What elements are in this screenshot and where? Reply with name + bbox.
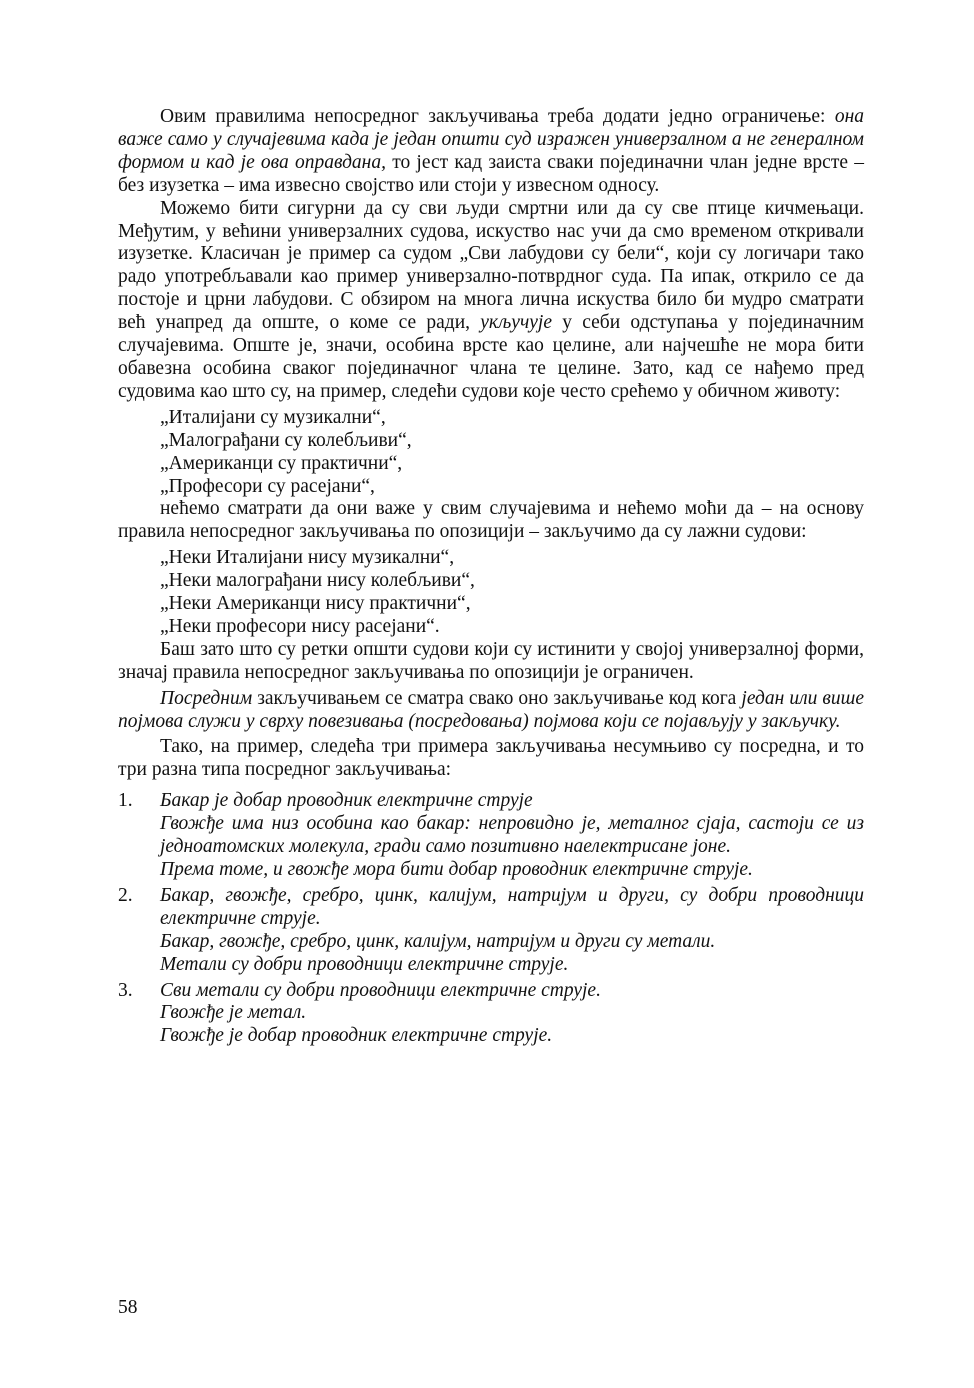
paragraph-conclusion: нећемо сматрати да они важе у свим случајевима и нећемо моћи да – на основу правила непосредног закључивања по опозицији – закључимо да су лажни судови: — [118, 498, 864, 543]
paragraph-restriction-lead: Овим правилима непосредног закључивања треба додати једно ограничење: — [160, 106, 835, 127]
mediated-definition-emphasis: један или више појмова служи у сврху повезивања (посредовања) појмова који се појављују у закључку. — [118, 687, 864, 732]
example-line: Метали су добри проводници електричне струје. — [160, 953, 569, 975]
example-number: 2. — [118, 884, 133, 906]
mediated-term: Посредним — [160, 687, 253, 709]
example-line: Сви метали су добри проводници електричне струје. — [160, 979, 601, 1001]
example-number: 1. — [118, 790, 133, 812]
paragraph-swans-lead: Можемо бити сигурни да су сви људи смртни или да су све птице кичмењаци. Међутим, у већини универзалних судова, искуство нас учи да смо временом откривали изузетке. Класичан је пример са судом „Сви лабудови су бели“, који су логичари тако радо употребљавали као пример универзално-потврдног суда. Па ипак, открило се да постоје и црни лабудови. С обзиром на многа лична искуства било би мудро сматрати већ унапред да опште, о коме се ради, — [118, 197, 864, 334]
paragraph-restriction-tail: то јест кад заиста сваки појединачни члан једне врсте – без изузетка – има извесно својство или стоји у извесном односу. — [118, 151, 864, 196]
page-number: 58 — [118, 1297, 138, 1318]
paragraph-restriction — [118, 106, 864, 198]
quote-some-americans: „Неки Американци нису практични“, — [160, 593, 471, 615]
paragraph-swans-tail: у себи одступања у појединачним случајевима. Опште је, значи, особина врсте као целине, али најчешће не мора бити обавезна особина сваког појединачног члана те целине. Зато, кад се нађемо пред судовима као што су, на пример, следећи судови које често срећемо у обичном животу: — [118, 312, 864, 402]
quote-some-petty-bourgeois: „Неки малограђани нису колебљиви“, — [160, 570, 475, 592]
example-line: Бакар, гвожђе, сребро, цинк, калијум, натријум и други, су добри проводници електричне струје. — [160, 884, 864, 929]
paragraph-limited-significance: Баш зато што су ретки општи судови који су истинити у својој универзалној форми, значај правила непосредног закључивања по опозицији је ограничен. — [118, 638, 864, 683]
paragraph-mediated-definition — [118, 688, 864, 734]
quote-some-professors: „Неки професори нису расејани“. — [160, 615, 440, 637]
quote-italians: „Италијани су музикални“, — [160, 406, 386, 428]
paragraph-restriction-emphasis: она важе само у случајевима када је један општи суд изражен универзалном а не генералном формом и кад је ова оправдана, — [118, 106, 864, 173]
mediated-definition-middle: закључивањем се сматра свако оно закључивање код кога — [252, 687, 742, 709]
quote-professors: „Професори су расејани“, — [160, 475, 375, 497]
example-line: Бакар, гвожђе, сребро, цинк, калијум, натријум и други су метали. — [160, 930, 716, 952]
example-line: Гвожђе је добар проводник електричне струје. — [160, 1025, 553, 1047]
example-line: Према томе, и гвожђе мора бити добар проводник електричне струје. — [160, 859, 753, 880]
paragraph-swans — [118, 198, 864, 404]
quote-some-italians: „Неки Италијани нису музикални“, — [160, 547, 455, 569]
example-number: 3. — [118, 979, 133, 1001]
example-2 — [118, 885, 864, 977]
example-1 — [118, 790, 864, 882]
example-line: Бакар је добар проводник електричне струје — [160, 790, 533, 812]
example-3 — [118, 980, 864, 1049]
paragraph-swans-emphasis: укључује — [480, 312, 552, 334]
paragraph-three-examples-intro: Тако, на пример, следећа три примера закључивања несумњиво су посредна, и то три разна типа посредног закључивања: — [118, 736, 864, 781]
example-line: Гвожђе је метал. — [160, 1002, 307, 1024]
quote-americans: „Американци су практични“, — [160, 452, 403, 474]
page-body — [118, 106, 864, 1048]
quote-petty-bourgeois: „Малограђани су колебљиви“, — [160, 429, 412, 451]
example-line: Гвожђе има низ особина као бакар: непровидно је, металног сјаја, састоји се из једноатомских молекула, гради само позитивно наелектрисане јоне. — [160, 813, 864, 858]
